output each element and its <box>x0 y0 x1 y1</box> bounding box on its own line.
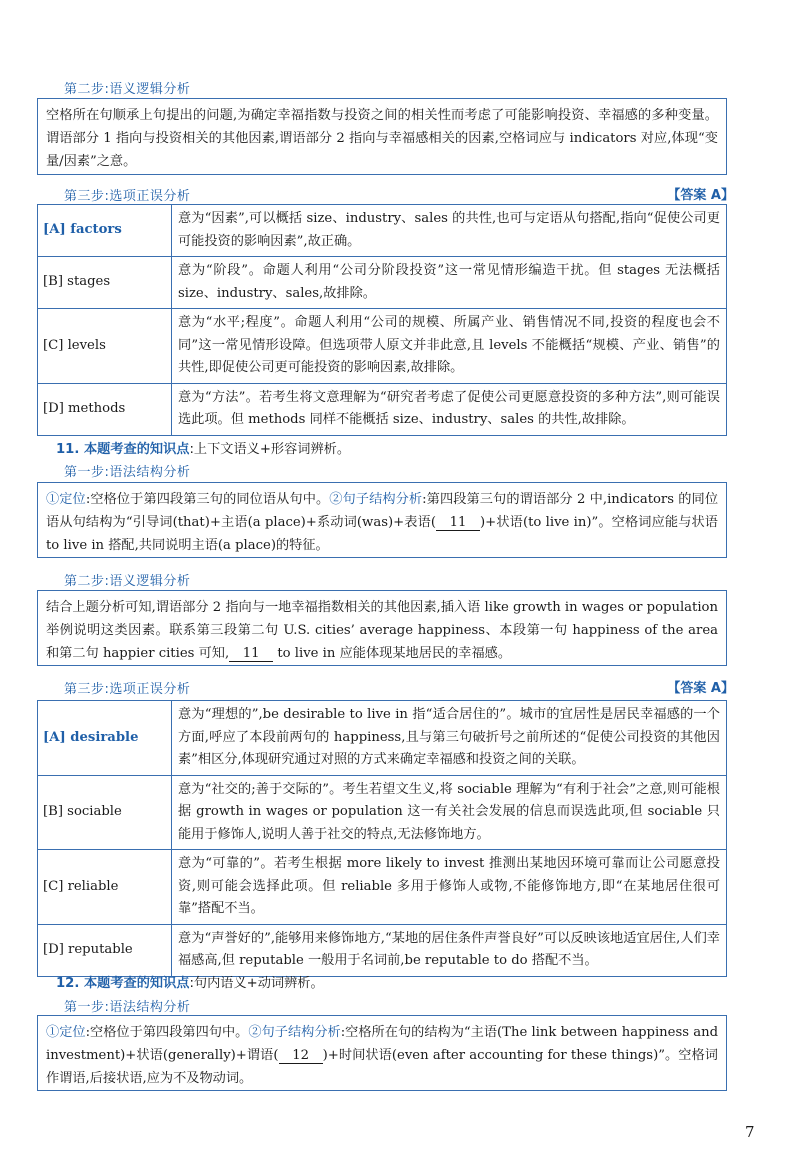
option-label: [D] reputable <box>38 924 172 976</box>
step1-box-q11 <box>37 482 727 558</box>
option-row <box>38 701 727 776</box>
option-label: [A] factors <box>38 205 172 257</box>
option-text: 意为“理想的”,be desirable to live in 指“适合居住的”。城市的宜居性是居民幸福感的一个方面,呼应了本段前两句的 happiness,且与第三句破折号之前所述的“促使公司投资的其他因素”相区分,体现研究通过对照的方式来确定幸福感和投资之间的关联。 <box>172 701 727 776</box>
option-row <box>38 257 727 309</box>
step2-text-start: 结合上题分析可知,谓语部分 2 指向与一地幸福指数相关的其他因素,插入语 like growth in wages or population 举例说明这类因素。联系第三段第二句 U.S. cities’ average happiness、本段第一句 happiness of the area 和第二句 happier cities 可知, <box>46 600 718 661</box>
question-topic-11: :上下文语义+形容词辨析。 <box>189 442 351 457</box>
step2-box-q10 <box>37 98 727 175</box>
structure-text-end: )+状语(to live in)”。空格词应能与状语 to live in 搭配,共同说明主语(a place)的特征。 <box>46 515 718 553</box>
answer-badge-q11: 【答案 A】 <box>667 681 734 696</box>
structure-text: :第四段第三句的谓语部分 2 中,indicators 的同位语从句结构为“引导词(that)+主语(a place)+系动词(was)+表语( <box>46 492 719 530</box>
options-table-q11 <box>37 700 727 977</box>
option-text: 意为“阶段”。命题人利用“公司分阶段投资”这一常见情形编造干扰。但 stages 无法概括 size、industry、sales,故排除。 <box>172 257 727 309</box>
option-label: [C] levels <box>38 309 172 384</box>
locate-text: :空格位于第四段第四句中。 <box>85 1025 249 1040</box>
step1-text-q11 <box>46 488 718 557</box>
option-row <box>38 850 727 925</box>
option-row <box>38 309 727 384</box>
structure-label: ②句子结构分析 <box>248 1025 341 1040</box>
step3-title-q11: 第三步:选项正误分析 <box>64 682 191 697</box>
question-number-12: 12. 本题考查的知识点 <box>56 976 190 991</box>
structure-text: :空格所在句的结构为“主语(The link between happiness and investment)+状语(generally)+谓语( <box>46 1025 719 1063</box>
option-label: [A] desirable <box>38 701 172 776</box>
option-row <box>38 775 727 850</box>
option-text: 意为“因素”,可以概括 size、industry、sales 的共性,也可与定语从句搭配,指向“促使公司更可能投资的影响因素”,故正确。 <box>172 205 727 257</box>
blank-marker: 11 <box>229 646 273 662</box>
step3-title-q10: 第三步:选项正误分析 <box>64 189 191 204</box>
step2-text-q10: 空格所在句顺承上句提出的问题,为确定幸福指数与投资之间的相关性而考虑了可能影响投资、幸福感的多种变量。谓语部分 1 指向与投资相关的其他因素,谓语部分 2 指向与幸福感相关的因素,空格词应与 indicators 对应,体现“变量/因素”之意。 <box>46 108 718 169</box>
structure-text-end: )+时间状语(even after accounting for these things)”。空格词作谓语,后接状语,应为不及物动词。 <box>46 1048 718 1086</box>
option-text: 意为“水平;程度”。命题人利用“公司的规模、所属产业、销售情况不同,投资的程度也会不同”这一常见情形设障。但选项带人原文并非此意,且 levels 不能概括“规模、产业、销售”的共性,即促使公司更可能投资的影响因素,故排除。 <box>172 309 727 384</box>
structure-label: ②句子结构分析 <box>329 492 423 507</box>
step2-title-q10: 第二步:语义逻辑分析 <box>64 82 191 97</box>
blank-marker: 12 <box>279 1048 323 1064</box>
step1-title-q11: 第一步:语法结构分析 <box>64 465 191 480</box>
step2-text-end: to live in 应能体现某地居民的幸福感。 <box>273 646 512 661</box>
step1-title-q12: 第一步:语法结构分析 <box>64 1000 191 1015</box>
options-table-q10 <box>37 204 727 436</box>
option-row <box>38 205 727 257</box>
locate-text: :空格位于第四段第三句的同位语从句中。 <box>85 492 330 507</box>
answer-badge-q10: 【答案 A】 <box>667 188 734 203</box>
question-heading-12 <box>56 972 324 991</box>
option-text: 意为“声誉好的”,能够用来修饰地方,“某地的居住条件声誉良好”可以反映该地适宜居住,人们幸福感高,但 reputable 一般用于名词前,be reputable to do 搭配不当。 <box>172 924 727 976</box>
locate-label: ①定位 <box>46 1025 86 1040</box>
step1-box-q12 <box>37 1015 727 1091</box>
step2-box-q11 <box>37 590 727 666</box>
option-label: [B] sociable <box>38 775 172 850</box>
option-label: [C] reliable <box>38 850 172 925</box>
option-label: [D] methods <box>38 383 172 435</box>
question-topic-12: :句内语义+动词辨析。 <box>189 976 324 991</box>
option-text: 意为“方法”。若考生将文意理解为“研究者考虑了促使公司更愿意投资的多种方法”,则可能误选此项。但 methods 同样不能概括 size、industry、sales 的共性,故排除。 <box>172 383 727 435</box>
option-text: 意为“可靠的”。若考生根据 more likely to invest 推测出某地因环境可靠而让公司愿意投资,则可能会选择此项。但 reliable 多用于修饰人或物,不能修饰地方,即“在某地居住很可靠”搭配不当。 <box>172 850 727 925</box>
step2-title-q11: 第二步:语义逻辑分析 <box>64 574 191 589</box>
option-row <box>38 924 727 976</box>
step2-text-q11 <box>46 596 718 665</box>
option-label: [B] stages <box>38 257 172 309</box>
option-row <box>38 383 727 435</box>
blank-marker: 11 <box>436 515 480 531</box>
page-number: 7 <box>745 1123 755 1141</box>
locate-label: ①定位 <box>46 492 86 507</box>
option-text: 意为“社交的;善于交际的”。考生若望文生义,将 sociable 理解为“有利于社会”之意,则可能根据 growth in wages or population 这一有关社会发展的信息而误选此项,但 sociable 只能用于修饰人,说明人善于社交的特点,无法修饰地方。 <box>172 775 727 850</box>
step1-text-q12 <box>46 1021 718 1090</box>
question-heading-11 <box>56 438 350 457</box>
question-number-11: 11. 本题考查的知识点 <box>56 442 190 457</box>
